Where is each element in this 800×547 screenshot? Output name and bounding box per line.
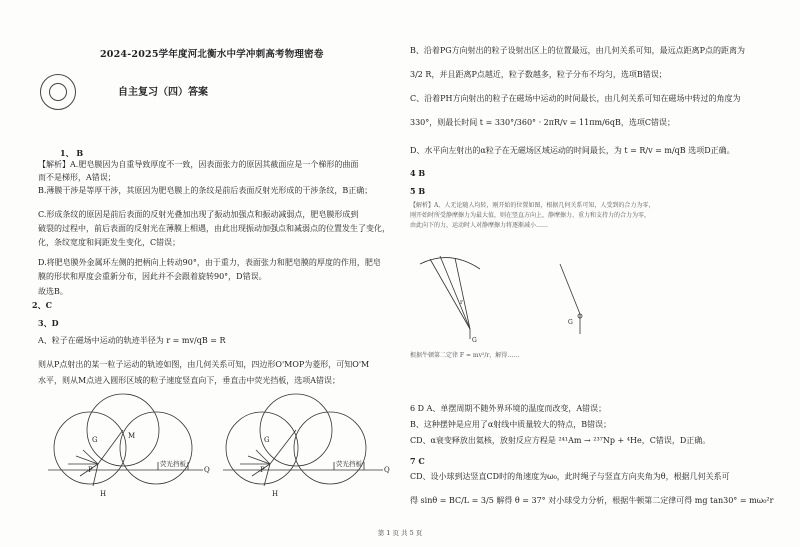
q1-text-c: C.形成条纹的原因是前后表面的反射光叠加出现了振动加强点和振动减弱点，肥皂膜形成到 xyxy=(38,210,359,219)
q5-text-4: 根据牛顿第二定律 F = mv²/r，解得…… xyxy=(410,352,520,359)
rotation-diagrams xyxy=(410,244,630,344)
q1-text-c2: 破裂的过程中，前后表面的反射光在薄膜上相遇，由此出现振动加强点和减弱点的位置发生了变化， xyxy=(38,224,390,233)
r-text-5: D、水平向左射出的α粒子在无磁场区域运动的时间最长，为 t = R/v = m/qB 选项D正确。 xyxy=(410,146,735,155)
page-title: 2024-2025学年度河北衡水中学冲刺高考物理密卷 xyxy=(100,49,324,60)
q5-text-3: 由此向下的力，运动时人对静摩擦力将逐渐减小…… xyxy=(410,222,549,229)
r-text-3: C、沿着PH方向射出的粒子在磁场中运动的时间最长，由几何关系可知在磁场中转过的角度为 xyxy=(410,94,741,103)
label-P-right: P xyxy=(260,466,265,474)
q3-text-c: 水平，则从M点进入圆形区域的粒子速度竖直向下，垂直击中荧光挡板，选项A错误； xyxy=(38,376,340,385)
label-mg: G xyxy=(472,337,477,344)
q6-text-1: 6 D A、单摆周期不随外界环境的温度而改变，A错误； xyxy=(410,404,607,413)
label-Q-right: Q xyxy=(384,466,390,474)
q1-text-b: B.薄膜干涉是等厚干涉，其原因为肥皂膜上的条纹是前后表面反射光形成的干涉条纹，B正确； xyxy=(38,186,373,195)
q1-text-a2: 而不是梯形，A错误； xyxy=(38,173,116,182)
label-G-right: G xyxy=(264,436,270,444)
q5-text-2: 刚开始时所受静摩擦力为最大值，则在竖直方向上，静摩擦力、重力和支持力的合力为零， xyxy=(410,212,651,219)
right-column xyxy=(410,0,780,547)
label-G2: G xyxy=(568,319,573,326)
q7-answer: 7 C xyxy=(410,456,425,466)
q5-text-1: 【解析】A、人无论随人均转，刚开始的位置如图，根据几何关系可知，人受到的合力为零， xyxy=(410,202,655,209)
q1-text-a: 【解析】A.肥皂膜因为自重导致厚度不一致，因表面张力的原因其截面应是一个梯形的曲面 xyxy=(38,160,359,169)
label-P-left: P xyxy=(88,466,93,474)
label-M-left: M xyxy=(128,432,136,440)
label-H-right: H xyxy=(272,490,279,498)
q1-text-d2: 膜的形状和厚度会重新分布，因此并不会跟着旋转90°，D错误。 xyxy=(38,272,267,281)
q4-answer: 4 B xyxy=(410,168,426,178)
q6-text-2: B、这种摆钟是应用了α射线中质量较大的特点，B错误； xyxy=(410,420,612,429)
label-G-left: G xyxy=(92,436,98,444)
r-text-4: 330°，则最长时间 t = 330°/360° · 2πR/v = 11πm/6qB，选项C错误； xyxy=(410,118,675,127)
q1-text-c3: 化，条纹宽度和间距发生变化，C错误； xyxy=(38,238,181,247)
page-footer: 第 1 页 共 5 页 xyxy=(377,529,423,537)
left-column xyxy=(32,0,398,547)
q1-text-d: D.将肥皂膜外金属环左侧的把柄向上转动90°，由于重力，表面张力和肥皂膜的厚度的作用，肥皂 xyxy=(38,258,381,267)
school-logo xyxy=(40,74,76,110)
q1-conclusion: 故选B。 xyxy=(38,287,68,296)
q7-text-1: CD、设小球到达竖直CD时的角速度为ω₀，此时绳子与竖直方向夹角为θ，根据几何关系可 xyxy=(410,472,730,481)
r-text-2: 3/2 R，并且距离P点越近，粒子数越多，粒子分布不均匀，选项B错误； xyxy=(410,70,667,79)
magnetic-field-diagrams xyxy=(38,392,398,504)
q3-answer: 3、D xyxy=(38,318,59,328)
label-r: r xyxy=(460,299,463,306)
label-H-left: H xyxy=(100,490,107,498)
screen-label-left: 荧光挡板 xyxy=(160,460,186,468)
q3-text-a: A、粒子在磁场中运动的轨迹半径为 r = mv/qB = R xyxy=(38,336,226,345)
page-subtitle: 自主复习（四）答案 xyxy=(118,87,208,98)
q3-text-b: 则从P点射出的某一粒子运动的轨迹如图，由几何关系可知，四边形O'MOP为菱形，可知O'M xyxy=(38,360,370,369)
q1-answer: 1、 B xyxy=(60,148,84,158)
q2-answer: 2、C xyxy=(32,300,52,310)
r-text-1: B、沿着PG方向射出的粒子设射出区上的位置最远，由几何关系可知，最远点距离P点的距离为 xyxy=(410,46,746,55)
label-Q-left: Q xyxy=(204,466,210,474)
q7-text-2: 得 sinθ = BC/L = 3/5 解得 θ = 37° 对小球受力分析，根据牛顿第二定律可得 mg tan30° = mω₀²r xyxy=(410,496,774,505)
q6-text-3: CD、α衰变释放出氦核，放射反应方程是 ²⁴¹Am → ²³⁷Np + ⁴He，C错误，D正确。 xyxy=(410,436,711,445)
screen-label-right: 荧光挡板 xyxy=(336,460,362,468)
q5-answer: 5 B xyxy=(410,186,426,196)
